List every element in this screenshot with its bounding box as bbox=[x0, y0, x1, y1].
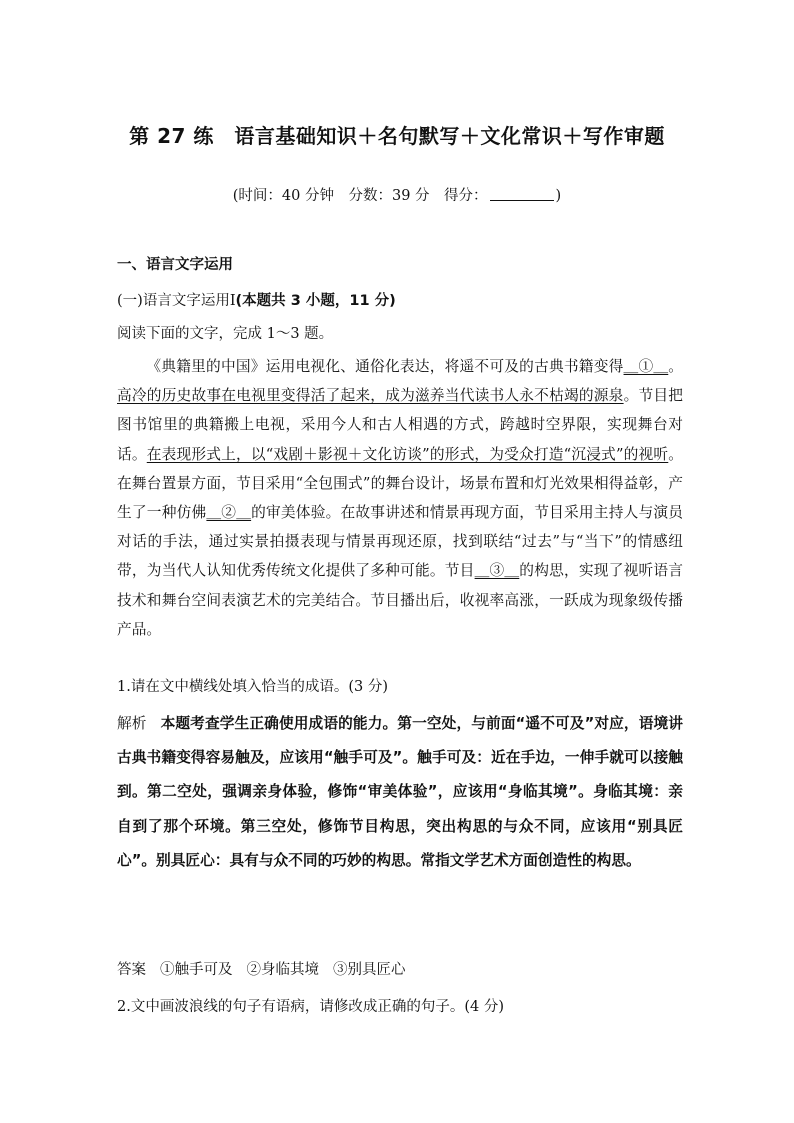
passage-text: 《典籍里的中国》运用电视化、通俗化表达，将遥不可及的古典书籍变得 bbox=[146, 358, 624, 375]
sub-heading-note: (本题共 3 小题，11 分) bbox=[235, 293, 396, 309]
reading-instruction: 阅读下面的文字，完成 1～3 题。 bbox=[117, 326, 334, 342]
answer-block bbox=[117, 958, 683, 979]
answer-item: ②身临其境 bbox=[246, 962, 319, 978]
blank-2: ＿②＿ bbox=[206, 504, 252, 522]
sub-heading-label: (一)语言文字运用Ⅰ bbox=[117, 293, 236, 309]
passage-text: 的审美体验。在故事讲述和情景再现方面，节目采用主持人与演员对话的手法，通过实景拍摄表现与情景再现还原，找到联结“过去”与“当下”的情感纽带，为当代人认知优秀传统文化提供了多种可能。节目 bbox=[117, 504, 683, 580]
passage-text: 的构思，实现了视听语言技术和舞台空间表演艺术的完美结合。节目播出后，收视率高涨，一跃成为现象级传播产品。 bbox=[117, 562, 683, 638]
score-line-close: ) bbox=[555, 188, 562, 204]
passage-text: 。 bbox=[668, 358, 683, 375]
section-heading: 一、语言文字运用 bbox=[117, 257, 233, 273]
score-line bbox=[0, 184, 794, 205]
blank-1: ＿①＿ bbox=[623, 358, 669, 375]
blank-3: ＿③＿ bbox=[474, 562, 520, 580]
answer-label: 答案 bbox=[117, 962, 146, 978]
reading-passage bbox=[117, 352, 683, 644]
sub-heading bbox=[117, 289, 683, 310]
answer-item: ①触手可及 bbox=[160, 962, 233, 978]
passage-text: 。在舞台置景方面，节目采用“全包围式”的舞台设计，场景布置和灯光效果相得益彰，产生了一种仿佛 bbox=[117, 445, 683, 522]
underlined-sentence-2: 在表现形式上，以“戏剧＋影视＋文化访谈”的形式，为受众打造“沉浸式”的视听 bbox=[146, 445, 669, 463]
score-blank bbox=[490, 186, 554, 201]
analysis-text: 本题考查学生正确使用成语的能力。第一空处，与前面“遥不可及”对应，语境讲古典书籍变得容易触及，应该用“触手可及”。触手可及：近在手边，一伸手就可以接触到。第二空处，强调亲身体验，修饰“审美体验”，应该用“身临其境”。身临其境：亲自到了那个环境。第三空处，修饰节目构思，突出构思的与众不同，应该用“别具匠心”。别具匠心：具有与众不同的巧妙的构思。常指文学艺术方面创造性的构思。 bbox=[117, 715, 683, 869]
exercise-title: 第 27 练 语言基础知识＋名句默写＋文化常识＋写作审题 bbox=[129, 124, 665, 148]
time-score-label: (时间：40 分钟 分数：39 分 得分： bbox=[232, 188, 488, 204]
answer-item: ③别具匠心 bbox=[333, 962, 406, 978]
underlined-sentence-1: 高冷的历史故事在电视里变得活了起来，成为滋养当代读书人永不枯竭的源泉 bbox=[117, 387, 624, 405]
question-1: 1.请在文中横线处填入恰当的成语。(3 分) bbox=[117, 679, 388, 695]
question-2: 2.文中画波浪线的句子有语病，请修改成正确的句子。(4 分) bbox=[117, 999, 504, 1015]
analysis-block bbox=[117, 707, 683, 878]
analysis-label: 解析 bbox=[117, 715, 147, 732]
passage-text: 。节目把图书馆里的典籍搬上电视，采用今人和古人相遇的方式，跨越时空界限，实现舞台对话。 bbox=[117, 387, 683, 463]
